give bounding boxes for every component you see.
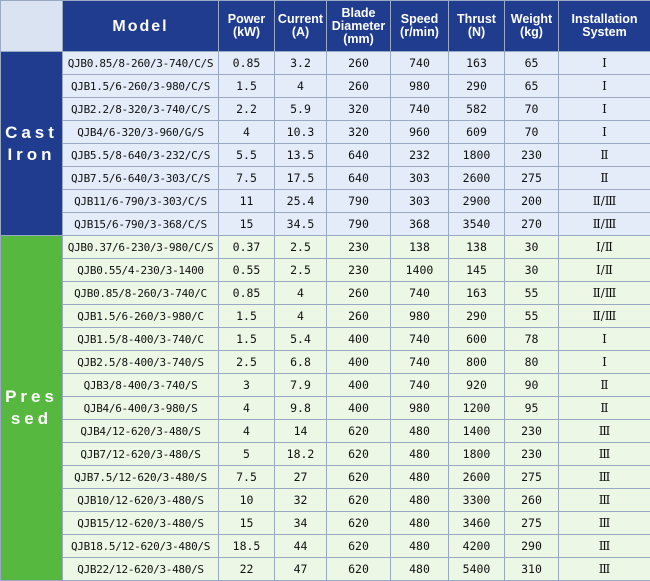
cell-model: QJB1.5/6-260/3-980/C/S	[63, 75, 219, 98]
cell-installation-system: Ⅱ/Ⅲ	[559, 213, 650, 236]
header-blade-diameter: Blade Diameter (mm)	[327, 1, 391, 52]
cell-speed: 740	[391, 52, 449, 75]
cell-installation-system: Ⅱ	[559, 374, 650, 397]
cell-blade-diameter: 400	[327, 351, 391, 374]
cell-weight: 270	[505, 213, 559, 236]
table-row	[1, 443, 650, 466]
cell-installation-system: Ⅲ	[559, 466, 650, 489]
cell-weight: 230	[505, 144, 559, 167]
cell-thrust: 163	[449, 282, 505, 305]
cell-thrust: 3460	[449, 512, 505, 535]
cell-speed: 960	[391, 121, 449, 144]
cell-blade-diameter: 620	[327, 535, 391, 558]
cell-power: 15	[219, 213, 275, 236]
cell-installation-system: Ⅱ	[559, 397, 650, 420]
cell-blade-diameter: 620	[327, 558, 391, 581]
cell-power: 1.5	[219, 75, 275, 98]
cell-power: 7.5	[219, 466, 275, 489]
cell-speed: 303	[391, 190, 449, 213]
cell-thrust: 3300	[449, 489, 505, 512]
cell-model: QJB22/12-620/3-480/S	[63, 558, 219, 581]
cell-weight: 78	[505, 328, 559, 351]
cell-blade-diameter: 260	[327, 52, 391, 75]
cell-blade-diameter: 260	[327, 75, 391, 98]
table-row	[1, 420, 650, 443]
cell-blade-diameter: 620	[327, 443, 391, 466]
cell-blade-diameter: 400	[327, 374, 391, 397]
cell-speed: 480	[391, 420, 449, 443]
cell-thrust: 2600	[449, 167, 505, 190]
cell-thrust: 1200	[449, 397, 505, 420]
cell-weight: 30	[505, 259, 559, 282]
table-row	[1, 167, 650, 190]
cell-weight: 80	[505, 351, 559, 374]
cell-speed: 1400	[391, 259, 449, 282]
cell-power: 1.5	[219, 328, 275, 351]
table-row	[1, 259, 650, 282]
cell-power: 4	[219, 121, 275, 144]
cell-power: 0.55	[219, 259, 275, 282]
cell-power: 10	[219, 489, 275, 512]
cell-power: 5.5	[219, 144, 275, 167]
table-body	[1, 52, 650, 581]
group-label-pressed: Pressed	[1, 236, 63, 581]
cell-power: 2.2	[219, 98, 275, 121]
cell-speed: 480	[391, 489, 449, 512]
cell-blade-diameter: 260	[327, 282, 391, 305]
cell-thrust: 5400	[449, 558, 505, 581]
cell-speed: 740	[391, 328, 449, 351]
table-row	[1, 75, 650, 98]
cell-current: 34	[275, 512, 327, 535]
cell-thrust: 582	[449, 98, 505, 121]
header-power: Power (kW)	[219, 1, 275, 52]
cell-thrust: 3540	[449, 213, 505, 236]
cell-power: 2.5	[219, 351, 275, 374]
cell-installation-system: Ⅰ	[559, 98, 650, 121]
cell-power: 0.85	[219, 52, 275, 75]
cell-installation-system: Ⅱ/Ⅲ	[559, 282, 650, 305]
cell-current: 2.5	[275, 259, 327, 282]
table-row	[1, 489, 650, 512]
cell-current: 6.8	[275, 351, 327, 374]
cell-blade-diameter: 790	[327, 213, 391, 236]
cell-thrust: 290	[449, 305, 505, 328]
cell-power: 1.5	[219, 305, 275, 328]
cell-model: QJB15/6-790/3-368/C/S	[63, 213, 219, 236]
cell-speed: 980	[391, 397, 449, 420]
table-row	[1, 190, 650, 213]
cell-speed: 138	[391, 236, 449, 259]
cell-model: QJB1.5/8-400/3-740/C	[63, 328, 219, 351]
cell-thrust: 290	[449, 75, 505, 98]
cell-power: 3	[219, 374, 275, 397]
header-current: Current (A)	[275, 1, 327, 52]
cell-blade-diameter: 400	[327, 328, 391, 351]
header-thrust: Thrust (N)	[449, 1, 505, 52]
cell-current: 32	[275, 489, 327, 512]
table-row	[1, 121, 650, 144]
cell-model: QJB7.5/12-620/3-480/S	[63, 466, 219, 489]
cell-power: 22	[219, 558, 275, 581]
table-row	[1, 466, 650, 489]
cell-current: 18.2	[275, 443, 327, 466]
cell-model: QJB7.5/6-640/3-303/C/S	[63, 167, 219, 190]
cell-weight: 90	[505, 374, 559, 397]
cell-thrust: 163	[449, 52, 505, 75]
cell-installation-system: Ⅰ/Ⅱ	[559, 259, 650, 282]
cell-installation-system: Ⅲ	[559, 443, 650, 466]
cell-current: 47	[275, 558, 327, 581]
cell-thrust: 1400	[449, 420, 505, 443]
cell-blade-diameter: 320	[327, 98, 391, 121]
cell-current: 14	[275, 420, 327, 443]
table-row	[1, 213, 650, 236]
table-row	[1, 98, 650, 121]
cell-model: QJB0.85/8-260/3-740/C/S	[63, 52, 219, 75]
table-row	[1, 351, 650, 374]
cell-thrust: 600	[449, 328, 505, 351]
cell-blade-diameter: 260	[327, 305, 391, 328]
cell-current: 4	[275, 75, 327, 98]
cell-blade-diameter: 620	[327, 512, 391, 535]
cell-power: 15	[219, 512, 275, 535]
cell-model: QJB15/12-620/3-480/S	[63, 512, 219, 535]
cell-model: QJB0.55/4-230/3-1400	[63, 259, 219, 282]
cell-speed: 480	[391, 466, 449, 489]
cell-thrust: 920	[449, 374, 505, 397]
cell-installation-system: Ⅰ	[559, 328, 650, 351]
cell-weight: 275	[505, 512, 559, 535]
cell-blade-diameter: 620	[327, 420, 391, 443]
cell-model: QJB4/12-620/3-480/S	[63, 420, 219, 443]
cell-speed: 480	[391, 443, 449, 466]
cell-current: 10.3	[275, 121, 327, 144]
header-model: Model	[63, 1, 219, 52]
table-row	[1, 144, 650, 167]
cell-weight: 65	[505, 75, 559, 98]
cell-model: QJB2.2/8-320/3-740/C/S	[63, 98, 219, 121]
cell-speed: 740	[391, 282, 449, 305]
header-corner-cell	[1, 1, 63, 52]
cell-current: 5.9	[275, 98, 327, 121]
cell-weight: 275	[505, 466, 559, 489]
cell-model: QJB1.5/6-260/3-980/C	[63, 305, 219, 328]
cell-speed: 480	[391, 558, 449, 581]
header-row	[1, 1, 650, 52]
cell-speed: 480	[391, 512, 449, 535]
cell-weight: 95	[505, 397, 559, 420]
table-header	[1, 1, 650, 52]
cell-speed: 232	[391, 144, 449, 167]
cell-model: QJB0.37/6-230/3-980/C/S	[63, 236, 219, 259]
cell-blade-diameter: 620	[327, 466, 391, 489]
cell-model: QJB4/6-320/3-960/G/S	[63, 121, 219, 144]
cell-installation-system: Ⅱ/Ⅲ	[559, 305, 650, 328]
cell-speed: 740	[391, 98, 449, 121]
table-row	[1, 397, 650, 420]
cell-thrust: 800	[449, 351, 505, 374]
cell-weight: 275	[505, 167, 559, 190]
cell-speed: 303	[391, 167, 449, 190]
cell-weight: 70	[505, 121, 559, 144]
cell-weight: 290	[505, 535, 559, 558]
cell-model: QJB7/12-620/3-480/S	[63, 443, 219, 466]
cell-current: 5.4	[275, 328, 327, 351]
cell-model: QJB2.5/8-400/3-740/S	[63, 351, 219, 374]
cell-speed: 740	[391, 351, 449, 374]
table-row	[1, 512, 650, 535]
cell-blade-diameter: 640	[327, 167, 391, 190]
cell-thrust: 4200	[449, 535, 505, 558]
cell-installation-system: Ⅲ	[559, 535, 650, 558]
cell-weight: 65	[505, 52, 559, 75]
cell-power: 11	[219, 190, 275, 213]
cell-installation-system: Ⅰ	[559, 121, 650, 144]
table-row	[1, 236, 650, 259]
cell-installation-system: Ⅰ	[559, 52, 650, 75]
cell-current: 34.5	[275, 213, 327, 236]
cell-speed: 368	[391, 213, 449, 236]
cell-weight: 55	[505, 282, 559, 305]
cell-current: 7.9	[275, 374, 327, 397]
table-row	[1, 305, 650, 328]
cell-blade-diameter: 790	[327, 190, 391, 213]
cell-model: QJB11/6-790/3-303/C/S	[63, 190, 219, 213]
cell-current: 25.4	[275, 190, 327, 213]
header-speed: Speed (r/min)	[391, 1, 449, 52]
cell-model: QJB18.5/12-620/3-480/S	[63, 535, 219, 558]
cell-installation-system: Ⅲ	[559, 489, 650, 512]
cell-current: 4	[275, 282, 327, 305]
cell-thrust: 2900	[449, 190, 505, 213]
cell-power: 18.5	[219, 535, 275, 558]
cell-installation-system: Ⅰ	[559, 75, 650, 98]
header-installation-system: Installation System	[559, 1, 650, 52]
cell-power: 4	[219, 397, 275, 420]
cell-thrust: 138	[449, 236, 505, 259]
cell-model: QJB4/6-400/3-980/S	[63, 397, 219, 420]
cell-blade-diameter: 400	[327, 397, 391, 420]
cell-current: 3.2	[275, 52, 327, 75]
cell-speed: 480	[391, 535, 449, 558]
cell-weight: 230	[505, 443, 559, 466]
cell-thrust: 1800	[449, 443, 505, 466]
cell-current: 27	[275, 466, 327, 489]
group-label-cast: Cast Iron	[1, 52, 63, 236]
cell-installation-system: Ⅱ/Ⅲ	[559, 190, 650, 213]
cell-thrust: 1800	[449, 144, 505, 167]
cell-blade-diameter: 230	[327, 259, 391, 282]
cell-power: 4	[219, 420, 275, 443]
cell-thrust: 145	[449, 259, 505, 282]
table-row	[1, 282, 650, 305]
cell-weight: 55	[505, 305, 559, 328]
cell-speed: 740	[391, 374, 449, 397]
cell-weight: 230	[505, 420, 559, 443]
cell-installation-system: Ⅱ	[559, 144, 650, 167]
cell-thrust: 2600	[449, 466, 505, 489]
cell-power: 0.85	[219, 282, 275, 305]
cell-weight: 260	[505, 489, 559, 512]
table-row	[1, 328, 650, 351]
cell-blade-diameter: 620	[327, 489, 391, 512]
cell-model: QJB3/8-400/3-740/S	[63, 374, 219, 397]
cell-model: QJB5.5/8-640/3-232/C/S	[63, 144, 219, 167]
cell-installation-system: Ⅱ	[559, 167, 650, 190]
cell-power: 5	[219, 443, 275, 466]
cell-current: 2.5	[275, 236, 327, 259]
cell-model: QJB10/12-620/3-480/S	[63, 489, 219, 512]
cell-installation-system: Ⅰ	[559, 351, 650, 374]
cell-current: 13.5	[275, 144, 327, 167]
cell-current: 4	[275, 305, 327, 328]
cell-speed: 980	[391, 75, 449, 98]
cell-blade-diameter: 230	[327, 236, 391, 259]
header-weight: Weight (kg)	[505, 1, 559, 52]
cell-weight: 30	[505, 236, 559, 259]
cell-current: 17.5	[275, 167, 327, 190]
cell-installation-system: Ⅲ	[559, 420, 650, 443]
cell-power: 0.37	[219, 236, 275, 259]
cell-current: 9.8	[275, 397, 327, 420]
cell-speed: 980	[391, 305, 449, 328]
table-row	[1, 558, 650, 581]
table-row	[1, 374, 650, 397]
cell-weight: 310	[505, 558, 559, 581]
cell-blade-diameter: 320	[327, 121, 391, 144]
cell-weight: 200	[505, 190, 559, 213]
cell-current: 44	[275, 535, 327, 558]
cell-installation-system: Ⅰ/Ⅱ	[559, 236, 650, 259]
cell-thrust: 609	[449, 121, 505, 144]
cell-power: 7.5	[219, 167, 275, 190]
cell-installation-system: Ⅲ	[559, 512, 650, 535]
cell-model: QJB0.85/8-260/3-740/C	[63, 282, 219, 305]
cell-blade-diameter: 640	[327, 144, 391, 167]
cell-weight: 70	[505, 98, 559, 121]
table-row	[1, 535, 650, 558]
cell-installation-system: Ⅲ	[559, 558, 650, 581]
table-row	[1, 52, 650, 75]
